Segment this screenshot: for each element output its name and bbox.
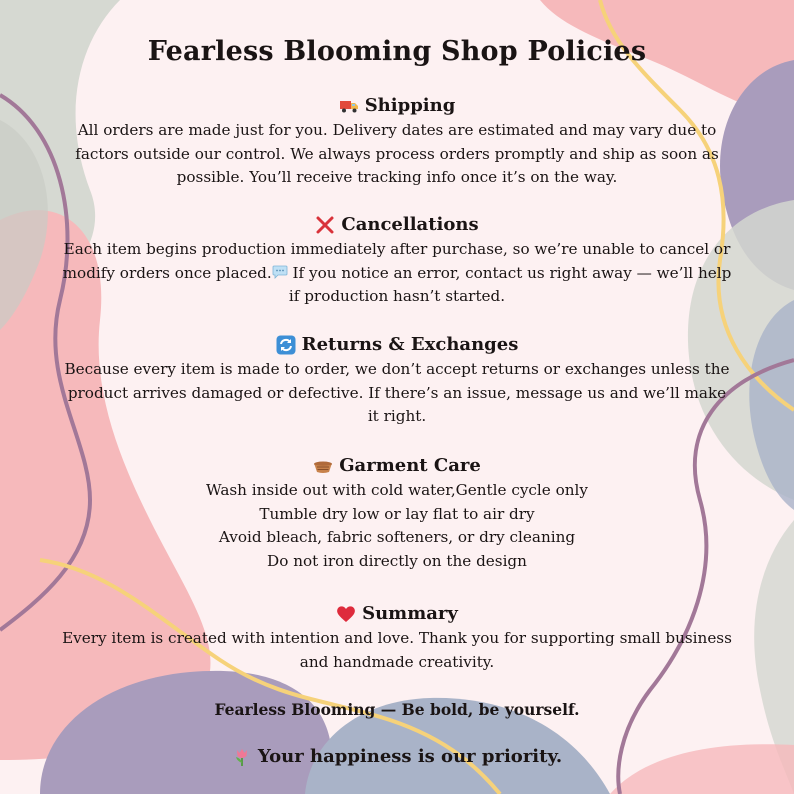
section-summary [60,601,734,674]
closing-line [0,746,794,767]
speech-bubble-icon [272,265,288,279]
care-instructions-list [60,479,734,573]
section-body: Because every item is made to order, we don’t accept returns or exchanges unless the product arrives damaged or defective. If there’s an issue, message us and we’ll make it right. [64,360,730,425]
closing-text: Your happiness is our priority. [257,746,563,767]
section-title: Summary [362,603,458,624]
section-body: All orders are made just for you. Delivery dates are estimated and may vary due to factors outside our control. We always process orders promptly and ship as soon as possible. You’ll receive tracking info once it’s on the way. [75,121,719,186]
basket-icon [313,456,333,476]
brand-tagline: Fearless Blooming — Be bold, be yourself. [214,700,580,719]
section-heading [60,332,734,358]
heart-icon [336,604,356,624]
section-body-part-1: Each item begins production immediately after purchase, so we’re unable to cancel or modify orders once placed. [62,240,731,282]
section-shipping [60,93,734,190]
section-title: Garment Care [339,455,481,476]
section-returns-exchanges [60,332,734,429]
section-heading [60,453,734,479]
section-body: Every item is created with intention and love. Thank you for supporting small business and handmade creativity. [62,629,732,671]
section-heading [60,93,734,119]
section-cancellations [60,212,734,309]
list-item: Avoid bleach, fabric softeners, or dry cleaning [218,528,576,546]
section-title: Shipping [364,95,456,116]
section-body [60,238,734,309]
list-item: Tumble dry low or lay flat to air dry [259,504,535,523]
section-body-part-2: If you notice an error, contact us right away — we’ll help if production hasn’t started. [287,263,732,305]
section-heading [60,601,734,627]
cross-mark-icon [315,215,335,235]
section-garment-care [60,453,734,573]
section-title: Cancellations [341,214,479,235]
refresh-arrows-icon [276,335,296,355]
list-item: Do not iron directly on the design [267,551,527,570]
page-title: Fearless Blooming Shop Policies [147,36,647,67]
tulip-icon [232,747,252,767]
section-title: Returns & Exchanges [301,334,519,355]
delivery-truck-icon [339,96,359,116]
section-heading [60,212,734,238]
list-item: Wash inside out with cold water,Gentle cycle only [206,481,588,499]
